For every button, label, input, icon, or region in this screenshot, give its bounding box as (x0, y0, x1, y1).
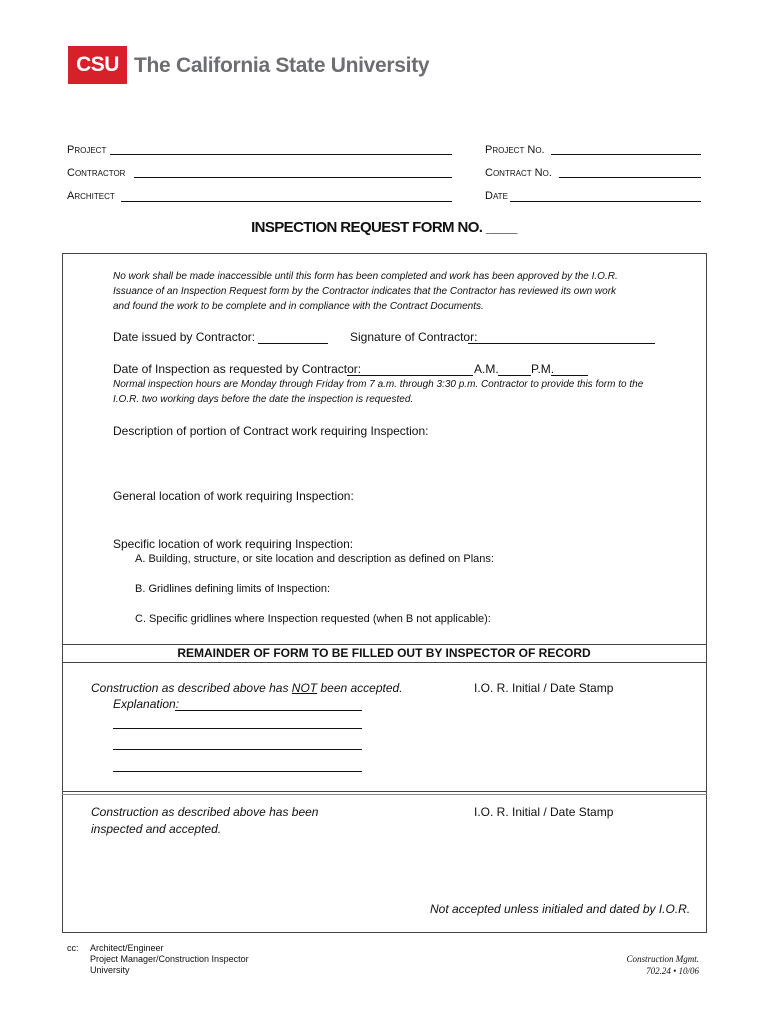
intro-line-2: Issuance of an Inspection Request form by the Contractor indicates that the Contractor has reviewed its own work (113, 286, 617, 297)
intro-line-1: No work shall be made inaccessible until this form has been completed and work has been approved by the I.O.R. (113, 271, 618, 282)
doc-ref-line-1: Construction Mgmt. (626, 954, 699, 964)
contractor-label: Contractor (67, 167, 126, 179)
explanation-line-4[interactable] (113, 771, 362, 772)
am-label: A.M. (474, 362, 499, 376)
contractor-field[interactable] (134, 177, 452, 178)
date-inspection-label: Date of Inspection as requested by Contractor: (113, 362, 362, 376)
cc-item-1: Architect/Engineer (90, 943, 164, 953)
signature-field[interactable] (468, 343, 655, 344)
am-field[interactable] (498, 375, 531, 376)
pm-label: P.M. (531, 362, 555, 376)
university-name: The California State University (134, 54, 430, 77)
not-accepted-note: Not accepted unless initialed and dated by I.O.R. (430, 902, 691, 916)
date-label: Date (485, 190, 508, 202)
section-divider-bottom (62, 794, 707, 795)
signature-label: Signature of Contractor: (350, 330, 478, 344)
project-no-field[interactable] (551, 154, 701, 155)
stamp-label-2: I.O. R. Initial / Date Stamp (474, 805, 614, 819)
description-label: Description of portion of Contract work requiring Inspection: (113, 424, 429, 438)
accepted-line-2: inspected and accepted. (91, 822, 222, 836)
architect-label: Architect (67, 190, 115, 202)
item-c-label: C. Specific gridlines where Inspection requested (when B not applicable): (135, 613, 491, 625)
not-word: NOT (291, 681, 318, 695)
contract-no-label: Contract No. (485, 167, 552, 179)
explanation-label: Explanation: (113, 697, 180, 711)
architect-field[interactable] (121, 201, 452, 202)
item-b-label: B. Gridlines defining limits of Inspection: (135, 583, 331, 595)
contract-no-field[interactable] (559, 177, 701, 178)
cc-item-3: University (90, 965, 130, 975)
cc-item-2: Project Manager/Construction Inspector (90, 954, 249, 964)
specific-location-label: Specific location of work requiring Inspection: (113, 537, 354, 551)
project-no-label: Project No. (485, 144, 545, 156)
intro-line-3: and found the work to be complete and in compliance with the Contract Documents. (113, 301, 484, 312)
stamp-label-1: I.O. R. Initial / Date Stamp (474, 681, 614, 695)
form-title: INSPECTION REQUEST FORM NO. ____ (251, 219, 517, 236)
logo-abbr: CSU (76, 53, 119, 76)
date-field[interactable] (510, 201, 701, 202)
date-inspection-field[interactable] (347, 375, 473, 376)
accepted-line-1: Construction as described above has been (91, 805, 319, 819)
pm-field[interactable] (551, 375, 588, 376)
explanation-line-3[interactable] (113, 749, 362, 750)
doc-ref-line-2: 702.24 • 10/06 (646, 966, 699, 976)
section-divider-top (62, 791, 707, 792)
not-accepted-statement (91, 681, 403, 695)
cc-label: cc: (67, 943, 79, 953)
date-issued-label: Date issued by Contractor: (113, 330, 256, 344)
hours-note-1: Normal inspection hours are Monday through Friday from 7 a.m. through 3:30 p.m. Contractor to provide this form to the (113, 379, 644, 390)
project-label: Project (67, 144, 107, 156)
explanation-line-2[interactable] (113, 728, 362, 729)
general-location-label: General location of work requiring Inspection: (113, 489, 354, 503)
csu-logo (68, 46, 127, 84)
item-a-label: A. Building, structure, or site location and description as defined on Plans: (135, 553, 494, 565)
date-issued-field[interactable] (258, 343, 328, 344)
explanation-field[interactable] (175, 710, 362, 711)
ior-band-title: REMAINDER OF FORM TO BE FILLED OUT BY INSPECTOR OF RECORD (177, 646, 591, 660)
project-field[interactable] (110, 154, 452, 155)
hours-note-2: I.O.R. two working days before the date the inspection is requested. (113, 394, 414, 405)
not-accepted-post: been accepted. (317, 681, 403, 695)
not-accepted-pre: Construction as described above has (91, 681, 292, 695)
